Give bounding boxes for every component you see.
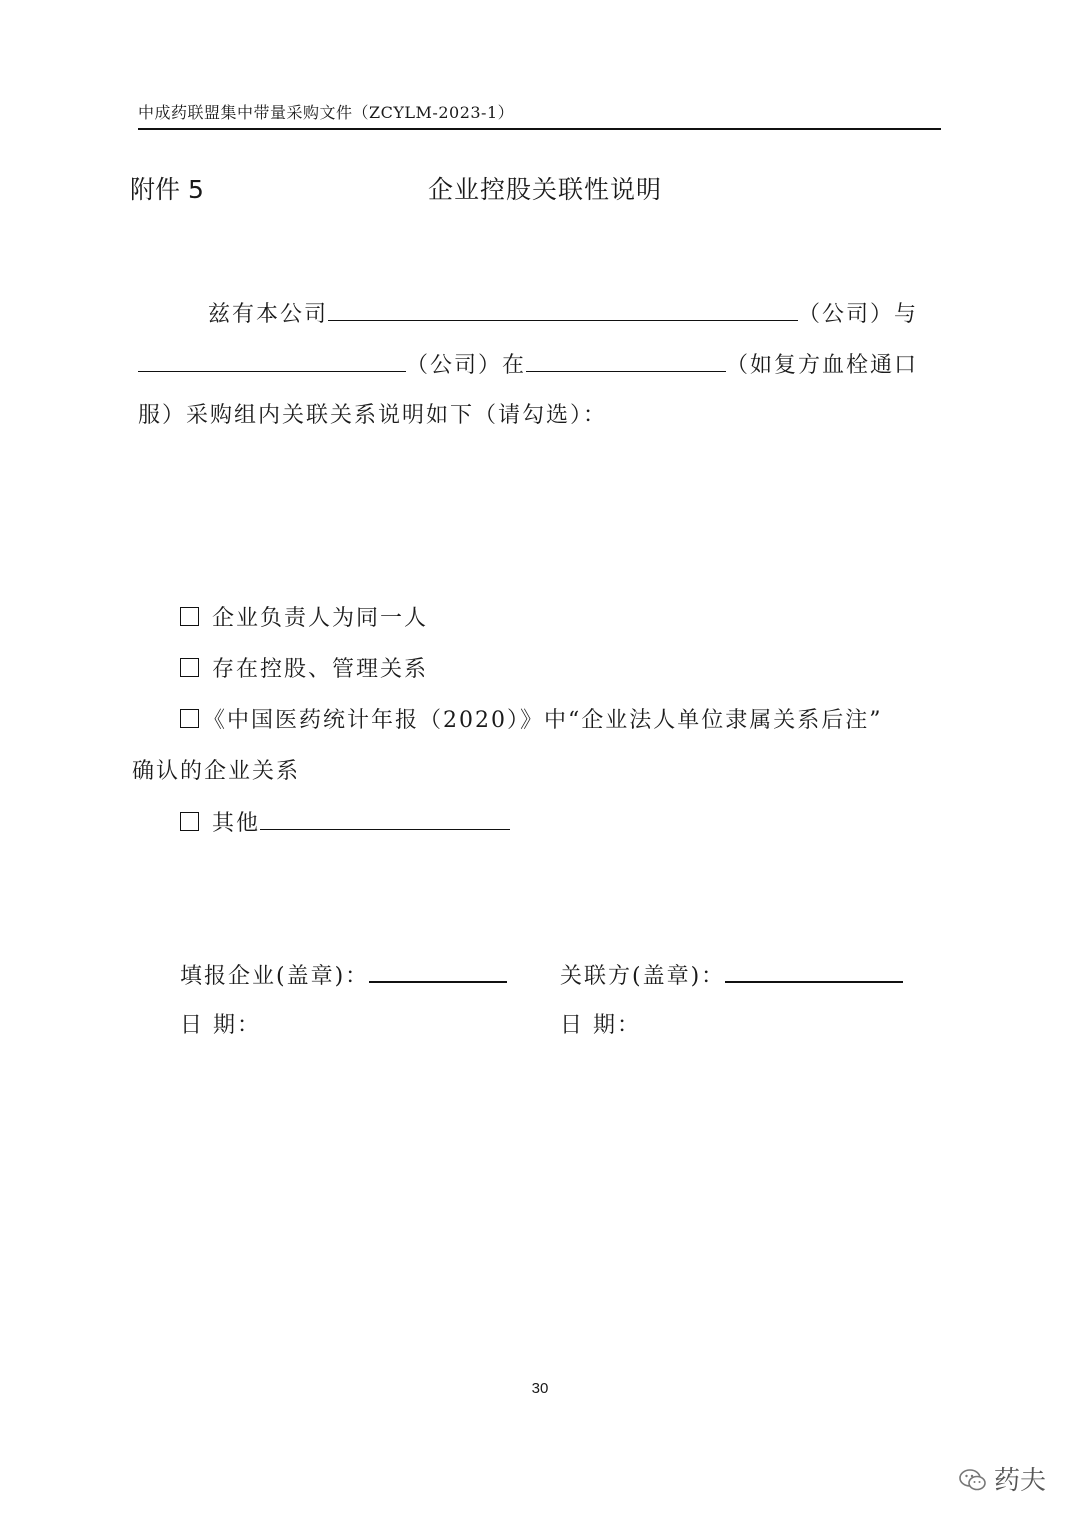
- intro-prefix: 兹有本公司: [208, 302, 329, 327]
- intro-line-3: 服）采购组内关联关系说明如下（请勾选）：: [138, 403, 608, 428]
- checkbox-icon[interactable]: [180, 709, 199, 728]
- watermark: [958, 1460, 1046, 1500]
- reporter-label: 填报企业(盖章)：: [180, 964, 370, 989]
- related-label: 关联方(盖章)：: [560, 964, 726, 989]
- option-label: 其他: [212, 811, 261, 836]
- document-header: 中成药联盟集中带量采购文件（ZCYLM-2023-1）: [138, 103, 515, 122]
- page-title: 企业控股关联性说明: [428, 175, 663, 204]
- option-same-leader[interactable]: [180, 601, 428, 632]
- option-other[interactable]: [180, 805, 510, 837]
- intro-middle: （公司）在: [406, 353, 527, 378]
- reporter-seal-blank[interactable]: [369, 957, 507, 983]
- other-blank[interactable]: [260, 805, 510, 830]
- option-label: 《中国医药统计年报（2020）》中“企业法人单位隶属关系后注”: [203, 708, 883, 733]
- related-seal-blank[interactable]: [725, 957, 903, 983]
- intro-line2-suffix: （如复方血栓通口: [726, 353, 919, 378]
- option-label: 存在控股、管理关系: [212, 657, 429, 682]
- date-right: 日 期：: [560, 1013, 641, 1038]
- date-left: 日 期：: [180, 1013, 261, 1038]
- page-number: 30: [531, 1380, 549, 1397]
- intro-line-1: [208, 296, 918, 328]
- header-divider: [138, 128, 941, 130]
- option-statistics-relation[interactable]: [180, 703, 882, 734]
- option-continuation: 确认的企业关系: [132, 759, 301, 784]
- option-holding-relation[interactable]: [180, 652, 428, 683]
- related-seal: [560, 957, 903, 990]
- watermark-text: 药夫: [993, 1466, 1046, 1496]
- option-label: 企业负责人为同一人: [212, 606, 429, 631]
- checkbox-icon[interactable]: [180, 658, 199, 677]
- checkbox-icon[interactable]: [180, 607, 199, 626]
- procurement-group-blank[interactable]: [526, 347, 726, 372]
- company-name-blank[interactable]: [328, 296, 798, 321]
- intro-line-2: [138, 347, 918, 379]
- related-company-blank[interactable]: [138, 347, 406, 372]
- attachment-label: 附件 5: [130, 175, 204, 204]
- intro-suffix: （公司）与: [798, 302, 919, 327]
- reporter-seal: [180, 957, 507, 990]
- checkbox-icon[interactable]: [180, 812, 199, 831]
- wechat-icon: [958, 1467, 988, 1500]
